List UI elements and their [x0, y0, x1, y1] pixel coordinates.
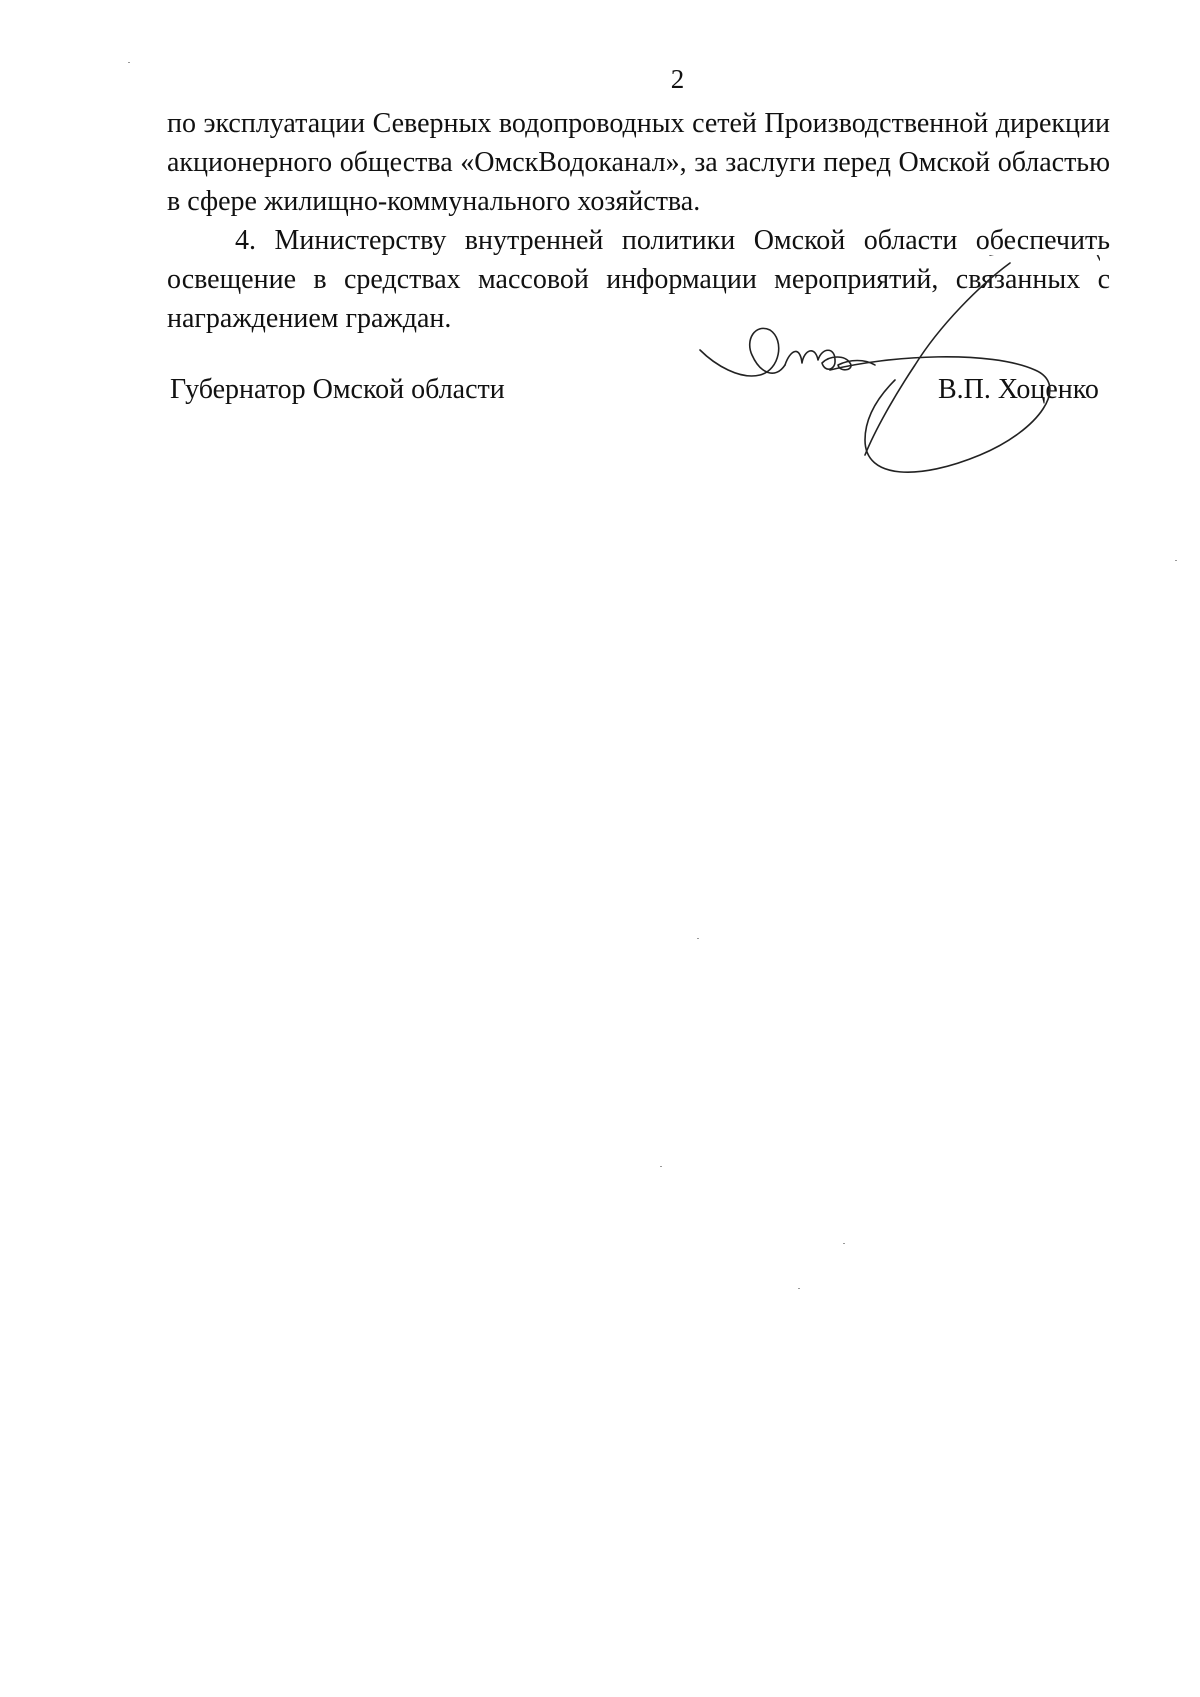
scan-speck [128, 62, 130, 63]
handwritten-signature [690, 255, 1100, 485]
signature-letters-stroke [785, 350, 875, 370]
scan-speck [1175, 560, 1177, 561]
signature-loop-stroke [830, 357, 1050, 472]
signatory-title: Губернатор Омской области [170, 374, 505, 405]
scan-speck [843, 1243, 845, 1244]
paragraph-2: 4. Министерству внутренней политики Омской области обеспечить освещение в средствах массовой информации мероприятий, связанных с награждением граждан. [167, 225, 1110, 334]
signature-initial-stroke [700, 328, 785, 376]
signature-tick-stroke [990, 255, 1100, 260]
page-number: 2 [670, 64, 685, 94]
scan-speck [798, 1288, 800, 1289]
scan-speck [697, 938, 699, 939]
scan-speck [660, 1166, 662, 1167]
signatory-name: В.П. Хоценко [938, 374, 1099, 405]
paragraph-1: по эксплуатации Северных водопроводных сетей Производственной дирекции акционерного общества «ОмскВодоканал», за заслуги перед Омской областью в сфере жилищно-коммунального хозяйства. [167, 108, 1110, 217]
